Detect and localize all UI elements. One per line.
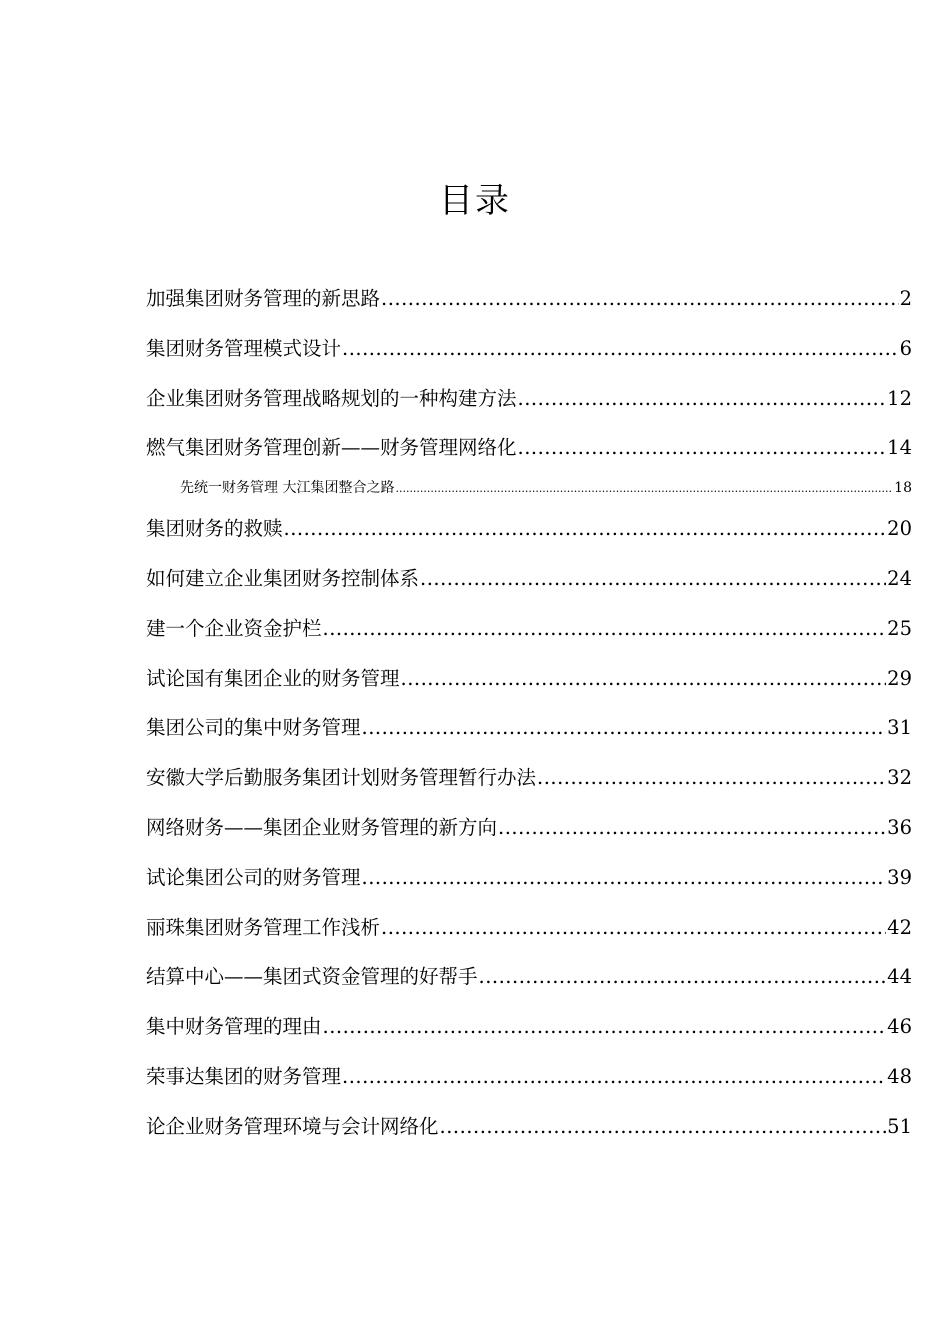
toc-entry[interactable] (146, 613, 912, 663)
toc-entry-text: 加强集团财务管理的新思路 (146, 287, 381, 310)
toc-entry-page: 24 (887, 566, 912, 590)
toc-entry-page: 14 (887, 436, 912, 460)
toc-entry[interactable] (146, 563, 912, 613)
toc-entry-text: 如何建立企业集团财务控制体系 (146, 566, 420, 590)
toc-entry-text: 结算中心——集团式资金管理的好帮手 (146, 965, 478, 989)
toc-entry-page: 2 (899, 287, 912, 310)
toc-entry[interactable] (146, 513, 912, 563)
toc-entry[interactable] (146, 762, 912, 812)
toc-leader-dots (537, 762, 886, 794)
toc-entry[interactable] (146, 712, 912, 762)
toc-entry[interactable] (146, 383, 912, 433)
toc-leader-dots (518, 432, 887, 464)
toc-leader-dots (395, 476, 893, 502)
toc-entry-text: 企业集团财务管理战略规划的一种构建方法 (146, 386, 517, 410)
toc-entry-text: 集团财务的救赎 (146, 517, 283, 541)
toc-entry[interactable] (146, 283, 912, 333)
toc-entry-page: 44 (887, 965, 912, 989)
toc-subentry[interactable] (146, 475, 912, 515)
toc-entry-page: 20 (887, 517, 912, 541)
toc-leader-dots (479, 961, 887, 993)
toc-entry-page: 48 (887, 1064, 912, 1088)
toc-entry[interactable] (146, 333, 912, 383)
toc-entry[interactable] (146, 812, 912, 862)
toc-entry[interactable] (146, 912, 912, 962)
toc-leader-dots (381, 283, 899, 315)
toc-entry-page: 51 (887, 1114, 912, 1138)
toc-leader-dots (440, 1111, 887, 1143)
toc-leader-dots (362, 862, 887, 894)
toc-entry-page: 39 (887, 865, 912, 889)
toc-title: 目录 (439, 181, 511, 221)
toc-entry-page: 12 (887, 386, 912, 410)
toc-entry-page: 18 (894, 480, 912, 497)
toc-entry-page: 25 (887, 616, 912, 640)
toc-leader-dots (401, 663, 887, 695)
toc-entry-text: 先统一财务管理 大江集团整合之路 (180, 480, 395, 497)
toc-leader-dots (381, 912, 886, 944)
toc-entry[interactable] (146, 862, 912, 912)
toc-leader-dots (342, 333, 899, 365)
toc-leader-dots (342, 1061, 886, 1093)
toc-leader-dots (323, 1011, 887, 1043)
toc-entry-text: 安徽大学后勤服务集团计划财务管理暂行办法 (146, 766, 537, 790)
toc-leader-dots (284, 513, 887, 545)
toc-leader-dots (420, 563, 886, 595)
toc-entry-page: 32 (887, 766, 912, 790)
toc-entry-page: 46 (887, 1015, 912, 1039)
toc-entry[interactable] (146, 1061, 912, 1111)
toc-entry-text: 丽珠集团财务管理工作浅析 (146, 915, 381, 939)
toc-entry-text: 集团公司的集中财务管理 (146, 716, 361, 740)
toc-leader-dots (362, 712, 887, 744)
toc-entry-text: 论企业财务管理环境与会计网络化 (146, 1114, 439, 1138)
toc-list (146, 283, 912, 1161)
toc-entry[interactable] (146, 961, 912, 1011)
toc-entry-text: 荣事达集团的财务管理 (146, 1064, 342, 1088)
toc-entry-text: 集中财务管理的理由 (146, 1015, 322, 1039)
toc-entry-page: 36 (887, 815, 912, 839)
toc-entry-page: 31 (887, 716, 912, 740)
toc-entry[interactable] (146, 663, 912, 713)
toc-entry-page: 29 (887, 666, 912, 690)
toc-entry-text: 试论集团公司的财务管理 (146, 865, 361, 889)
toc-entry-page: 42 (887, 915, 912, 939)
toc-entry-text: 试论国有集团企业的财务管理 (146, 666, 400, 690)
toc-leader-dots (323, 613, 887, 645)
toc-entry[interactable] (146, 1111, 912, 1161)
toc-entry-page: 6 (899, 336, 912, 360)
toc-entry-text: 集团财务管理模式设计 (146, 336, 342, 360)
toc-entry-text: 建一个企业资金护栏 (146, 616, 322, 640)
toc-entry[interactable] (146, 1011, 912, 1061)
toc-leader-dots (518, 383, 887, 415)
toc-leader-dots (498, 812, 886, 844)
toc-entry-text: 网络财务——集团企业财务管理的新方向 (146, 815, 498, 839)
toc-entry-text: 燃气集团财务管理创新——财务管理网络化 (146, 436, 517, 460)
